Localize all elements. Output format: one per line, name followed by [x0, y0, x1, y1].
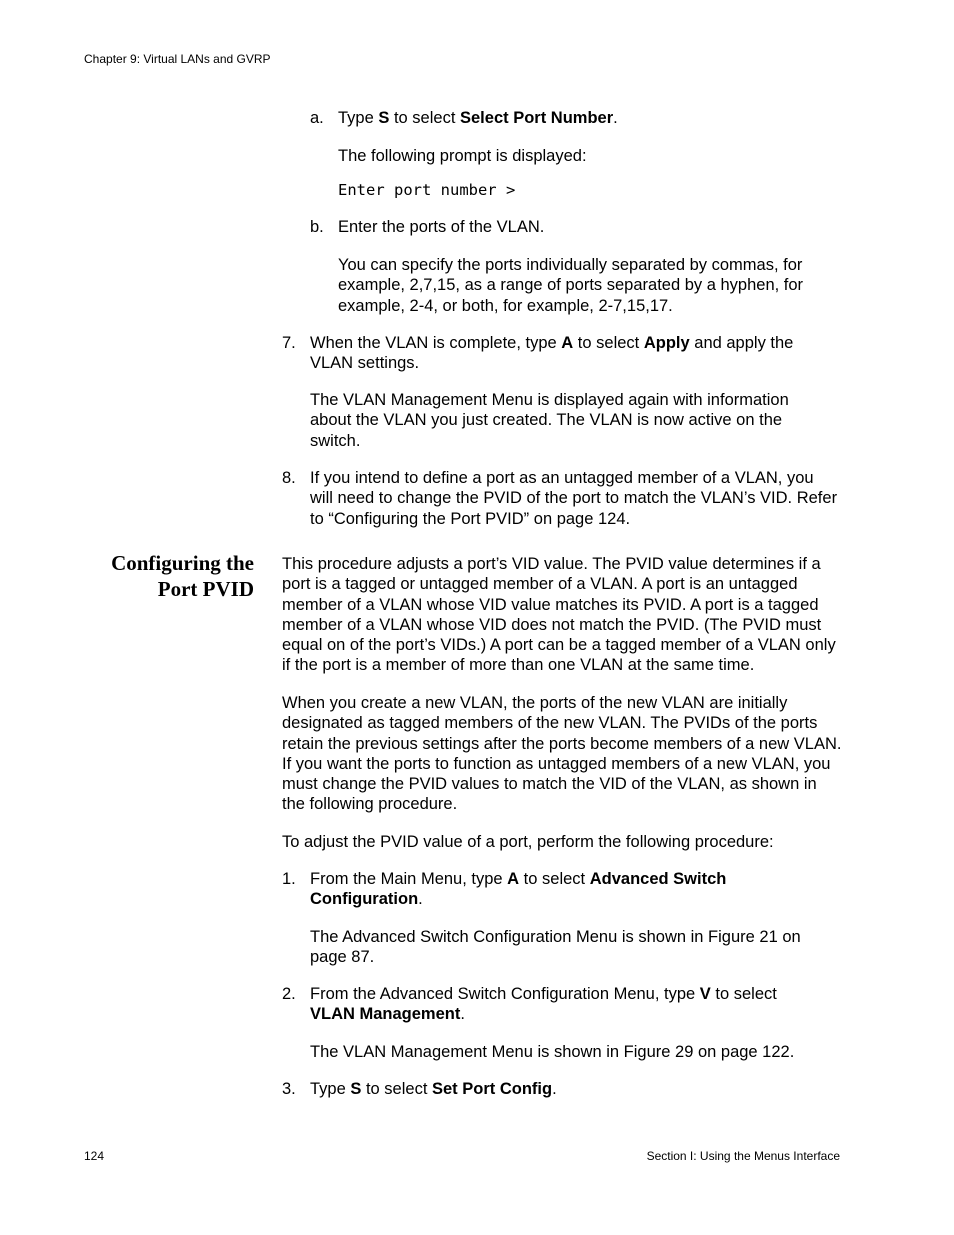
step-8-marker: 8. [282, 469, 296, 487]
section-heading-line2: Port PVID [157, 577, 254, 601]
step-b-marker: b. [310, 218, 324, 236]
step-a-marker: a. [310, 109, 324, 127]
step-8: If you intend to define a port as an untagged member of a VLAN, you will need to change the PVID of the port to match the VLAN’s VID. Refer to “Configuring the Port PVID” on page 124. [310, 469, 838, 528]
running-footer: Section I: Using the Menus Interface [646, 1149, 840, 1163]
step-7-marker: 7. [282, 334, 296, 352]
section-para-1: This procedure adjusts a port’s VID value. The PVID value determines if a port is a tagged or untagged member of a VLAN. A port is an untagged member of a VLAN whose VID value matches its PVID. A port is a tagged member of a VLAN whose VID does not match the PVID. (The PVID must equal on of the port’s VIDs.) A port can be a tagged member of a VLAN only if the port is a member of more than one VLAN at the same time. [282, 555, 836, 675]
step-7: When the VLAN is complete, type A to select Apply and apply the VLAN settings. [310, 334, 794, 373]
step-b: Enter the ports of the VLAN. [338, 218, 545, 236]
section-heading-line1: Configuring the [111, 551, 254, 575]
section-para-3: To adjust the PVID value of a port, perform the following procedure: [282, 833, 774, 851]
proc-1-note: The Advanced Switch Configuration Menu is shown in Figure 21 on page 87. [310, 928, 801, 967]
page-number: 124 [84, 1149, 105, 1163]
prompt-intro: The following prompt is displayed: [338, 147, 587, 165]
proc-1: From the Main Menu, type A to select Advanced Switch Configuration. [310, 870, 727, 909]
step-b-note: You can specify the ports individually separated by commas, for example, 2,7,15, as a range of ports separated by a hyphen, for example, 2-4, or both, for example, 2-7,15,17. [338, 256, 804, 315]
proc-2-note: The VLAN Management Menu is shown in Figure 29 on page 122. [310, 1043, 795, 1061]
step-7-note: The VLAN Management Menu is displayed again with information about the VLAN you just created. The VLAN is now active on the switch. [310, 391, 789, 450]
section-para-2: When you create a new VLAN, the ports of the new VLAN are initially designated as tagged members of the new VLAN. The PVIDs of the ports retain the previous settings after the ports become members of a new VLAN. If you want the ports to function as untagged members of a new VLAN, you must change the PVID values to match the VID of the VLAN, as shown in the following procedure. [282, 694, 842, 814]
proc-1-marker: 1. [282, 870, 296, 888]
step-a: Type S to select Select Port Number. [338, 109, 618, 127]
section-heading [111, 550, 254, 602]
proc-3-marker: 3. [282, 1080, 296, 1098]
prompt-code: Enter port number > [338, 181, 516, 199]
running-header: Chapter 9: Virtual LANs and GVRP [84, 52, 271, 66]
proc-2: From the Advanced Switch Configuration Menu, type V to select VLAN Management. [310, 985, 777, 1024]
proc-2-marker: 2. [282, 985, 296, 1003]
proc-3: Type S to select Set Port Config. [310, 1080, 557, 1098]
